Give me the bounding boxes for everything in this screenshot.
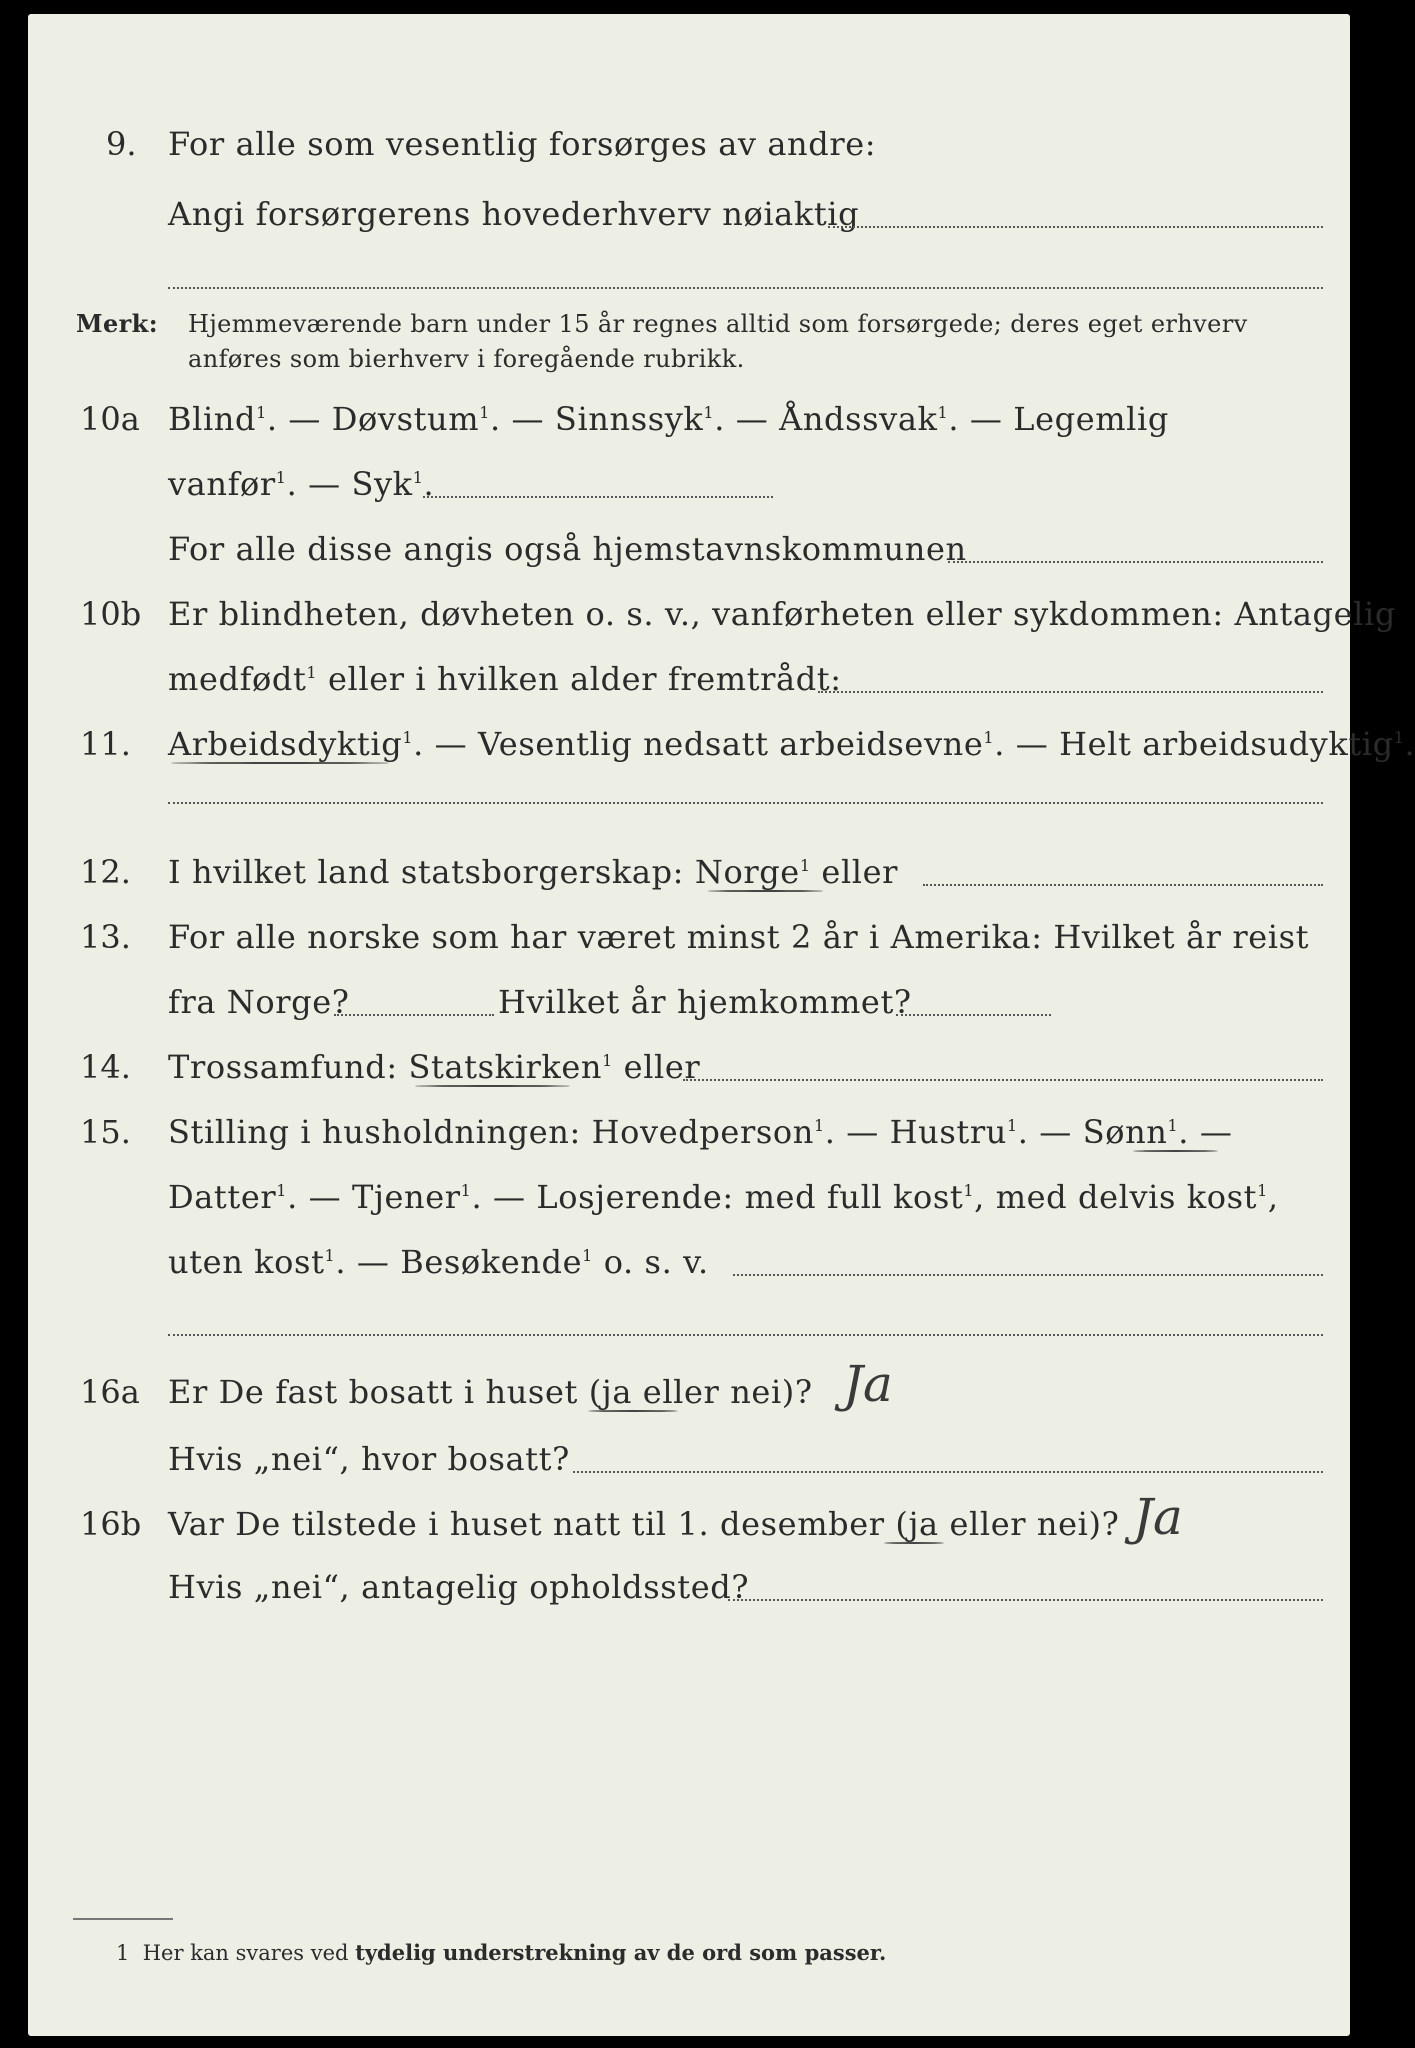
q11-selected-underline	[171, 762, 389, 764]
note-line-1: Hjemmeværende barn under 15 år regnes alltid som forsørgede; deres eget erhverv	[188, 310, 1248, 338]
q14-selected-underline	[415, 1085, 570, 1087]
note-label: Merk:	[76, 309, 158, 338]
footnote-rule	[73, 1918, 173, 1920]
q16b-selected-underline	[884, 1542, 944, 1544]
q10a-line-2: vanfør$^1$. — Syk$^1$.	[168, 465, 435, 503]
q9-line-2: Angi forsørgerens hovederhverv nøiaktig	[168, 195, 860, 233]
q16a-selected-underline	[588, 1410, 678, 1412]
q14-answer-line[interactable]	[683, 1079, 1323, 1081]
q10a-answer-line[interactable]	[423, 496, 773, 498]
q12-selected-underline	[708, 890, 823, 892]
item-number-9: 9.	[106, 125, 137, 163]
q10b-line-1: Er blindheten, døvheten o. s. v., vanførheten eller sykdommen: Antagelig	[168, 595, 1396, 633]
q14-line: Trossamfund: Statskirken$^1$ eller	[168, 1048, 701, 1086]
q9-answer-line[interactable]	[828, 226, 1323, 228]
q12-line: I hvilket land statsborgerskap: Norge$^1$ eller	[168, 853, 899, 891]
q11-answer-line[interactable]	[168, 802, 1323, 804]
q12-answer-line[interactable]	[923, 884, 1323, 886]
census-form-page	[28, 14, 1415, 2036]
q16b-answer-line[interactable]	[728, 1599, 1323, 1601]
q16a-line-1: Er De fast bosatt i huset (ja eller nei)?	[168, 1373, 813, 1411]
q16b-line-2: Hvis „nei“, antagelig opholdssted?	[168, 1568, 750, 1606]
q10a-line-3: For alle disse angis også hjemstavnskommunen	[168, 530, 967, 568]
q9-answer-line-2[interactable]	[168, 287, 1323, 289]
q16b-line-1: Var De tilstede i huset natt til 1. desember (ja eller nei)?	[168, 1505, 1120, 1543]
q16a-handwritten-answer: Ja	[843, 1355, 893, 1413]
q15-line-1: Stilling i husholdningen: Hovedperson$^1$. — Hustru$^1$. — Sønn$^1$. —	[168, 1113, 1233, 1151]
q11-line-1: Arbeidsdyktig$^1$. — Vesentlig nedsatt arbeidsevne$^1$. — Helt arbeidsudyktig$^1$.	[168, 725, 1415, 763]
q15-answer-line-2[interactable]	[168, 1334, 1323, 1336]
q10b-answer-line[interactable]	[818, 691, 1323, 693]
item-number-11: 11.	[80, 725, 131, 763]
q10b-line-2: medfødt$^1$ eller i hvilken alder fremtrådt:	[168, 660, 842, 698]
q16b-handwritten-answer: Ja	[1133, 1488, 1183, 1546]
item-number-14: 14.	[80, 1048, 131, 1086]
note-line-2: anføres som bierhverv i foregående rubrikk.	[188, 345, 745, 373]
q13-line-2a: fra Norge?	[168, 983, 350, 1021]
item-number-16a: 16a	[80, 1373, 140, 1411]
q13-line-1: For alle norske som har været minst 2 år i Amerika: Hvilket år reist	[168, 918, 1310, 956]
q15-line-2: Datter$^1$. — Tjener$^1$. — Losjerende: med full kost$^1$, med delvis kost$^1$,	[168, 1178, 1279, 1216]
item-number-15: 15.	[80, 1113, 131, 1151]
q15-line-3: uten kost$^1$. — Besøkende$^1$ o. s. v.	[168, 1243, 709, 1281]
q13-line-2b: Hvilket år hjemkommet?	[498, 983, 912, 1021]
q15-answer-line[interactable]	[733, 1274, 1323, 1276]
footnote: 1 Her kan svares ved tydelig understrekning av de ord som passer.	[116, 1940, 887, 1965]
q10a-municipality-line[interactable]	[948, 561, 1323, 563]
q15-selected-underline	[1133, 1150, 1218, 1152]
q13-departure-year-line[interactable]	[334, 1014, 494, 1016]
item-number-10a: 10a	[80, 400, 140, 438]
item-number-16b: 16b	[80, 1505, 142, 1543]
item-number-12: 12.	[80, 853, 131, 891]
item-number-10b: 10b	[80, 595, 142, 633]
item-number-13: 13.	[80, 918, 131, 956]
q10a-line-1: Blind$^1$. — Døvstum$^1$. — Sinnssyk$^1$. — Åndssvak$^1$. — Legemlig	[168, 400, 1169, 438]
q16a-line-2: Hvis „nei“, hvor bosatt?	[168, 1440, 570, 1478]
q9-line-1: For alle som vesentlig forsørges av andre:	[168, 125, 877, 163]
q13-return-year-line[interactable]	[896, 1014, 1051, 1016]
q16a-answer-line[interactable]	[573, 1471, 1323, 1473]
